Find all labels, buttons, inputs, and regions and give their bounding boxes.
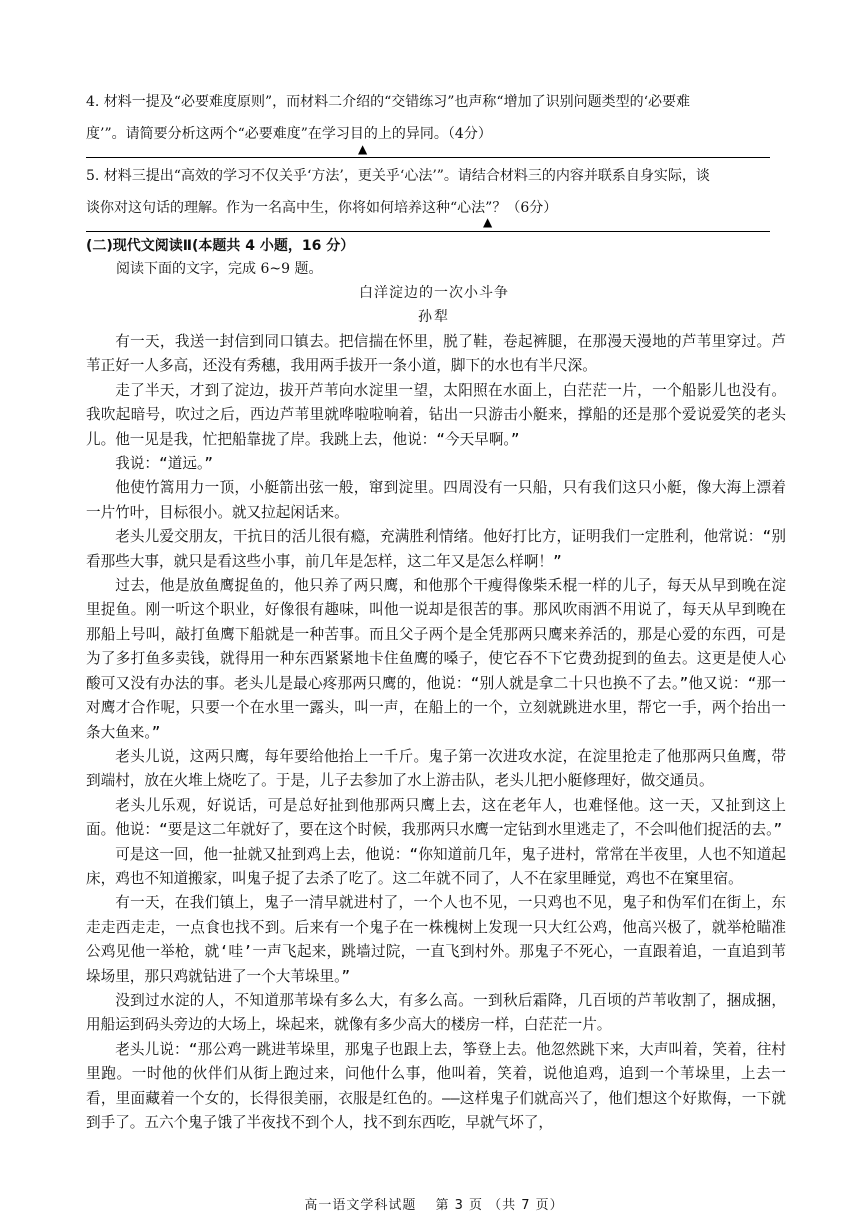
story-paragraph: 没到过水淀的人，不知道那苇垛有多么大，有多么高。一到秋后霜降，几百顷的芦苇收割了，捆成捆，用船运到码头旁边的大场上，垛起来，就像有多少高大的楼房一样，白茫茫一片。 — [86, 991, 786, 1034]
story-paragraph: 有一天，我送一封信到同口镇去。把信揣在怀里，脱了鞋，卷起裤腿，在那漫天漫地的芦苇里穿过。芦苇正好一人多高，还没有秀穗，我用两手拔开一条小道，脚下的水也有半尺深。 — [86, 333, 786, 375]
question-5-line-1: 5. 材料三提出“高效的学习不仅关乎‘方法’，更关乎‘心法’”。请结合材料三的内容并联系自身实际，谈 — [86, 168, 710, 184]
answer-triangle-icon: ▲ — [358, 142, 368, 156]
answer-rule — [86, 157, 770, 158]
page-footer: 高一语文学科试题 第 3 页 （共 7 页） — [304, 1198, 564, 1213]
section-instruction: 阅读下面的文字，完成 6~9 题。 — [116, 261, 323, 277]
story-paragraph: 过去，他是放鱼鹰捉鱼的，他只养了两只鹰，和他那个干瘦得像柴禾棍一样的儿子，每天从早到晚在淀里捉鱼。刚一听这个职业，好像很有趣味，叫他一说却是很苦的事。那风吹雨洒不用说了，每天从早到晚在那船上号叫，敲打鱼鹰下船就是一种苦事。而且父子两个是全凭那两只鹰来养活的，那是心爱的东西，可是为了多打鱼多卖钱，就得用一种东西紧紧地卡住鱼鹰的嗓子，使它吞不下它费劲捉到的鱼去。这更是使人心酸可又没有办法的事。老头儿是最心疼那两只鹰的，他说：“别人就是拿二十只也换不了去。”他又说：“那一对鹰才合作呢，只要一个在水里一露头，叫一声，在船上的一个，立刻就跳进水里，帮它一手，两个抬出一条大鱼来。” — [86, 577, 786, 741]
story-paragraph: 有一天，在我们镇上，鬼子一清早就进村了，一个人也不见，一只鸡也不见，鬼子和伪军们在街上，东走走西走走，一点食也找不到。后来有一个鬼子在一株槐树上发现一只大红公鸡，他高兴极了，就举枪瞄准公鸡见他一举枪，就‘哇’一声飞起来，跳墙过院，一直飞到村外。那鬼子不死心，一直跟着追，一直追到苇垛场里，那只鸡就钻进了一个大苇垛里。” — [86, 894, 786, 985]
answer-rule — [86, 231, 770, 232]
story-title: 白洋淀边的一次小斗争 — [359, 285, 509, 301]
question-4-line-1: 4. 材料一提及“必要难度原则”，而材料二介绍的“交错练习”也声称“增加了识别问题类型的‘必要难 — [86, 94, 691, 110]
story-author: 孙犁 — [418, 309, 450, 325]
story-paragraph: 走了半天，才到了淀边，拔开芦苇向水淀里一望，太阳照在水面上，白茫茫一片，一个船影儿也没有。我吹起暗号，吹过之后，西边芦苇里就哗啦啦响着，钻出一只游击小艇来，撑船的还是那个爱说爱笑的老头儿。他一见是我，忙把船靠拢了岸。我跳上去，他说：“今天早啊。” — [86, 381, 786, 448]
story-paragraph: 老头儿说，这两只鹰，每年要给他抬上一千斤。鬼子第一次进攻水淀，在淀里抢走了他那两只鱼鹰，带到端村，放在火堆上烧吃了。于是，儿子去参加了水上游击队，老头儿把小艇修理好，做交通员。 — [86, 747, 786, 790]
section-heading: (二)现代文阅读Ⅱ(本题共 4 小题，16 分） — [86, 238, 355, 254]
story-paragraph: 老头儿说：“那公鸡一跳进苇垛里，那鬼子也跟上去，筝登上去。他忽然跳下来，大声叫着，笑着，往村里跑。一时他的伙伴们从街上跑过来，问他什么事，他叫着，笑着，说他追鸡，追到一个苇垛里，上去一看，里面藏着一个女的，长得很美丽，衣服是红色的。——这样鬼子们就高兴了，他们想这个好欺侮，一下就到手了。五六个鬼子饿了半夜找不到个人，找不到东西吃，早就气坏了， — [86, 1040, 786, 1131]
story-paragraph: 可是这一回，他一扯就又扯到鸡上去，他说：“你知道前几年，鬼子进村，常常在半夜里，人也不知道起床，鸡也不知道搬家，叫鬼子捉了去杀了吃了。这二年就不同了，人不在家里睡觉，鸡也不在窠里宿。 — [86, 845, 786, 887]
question-5 — [86, 160, 786, 224]
question-5-line-2: 谈你对这句话的理解。作为一名高中生，你将如何培养这种“心法”？（6分） — [86, 200, 558, 216]
answer-triangle-icon: ▲ — [483, 215, 493, 229]
story-paragraph: 老头儿爱交朋友，干抗日的活儿很有瘾，充满胜利情绪。他好打比方，证明我们一定胜利，他常说：“别看那些大事，就只是看这些小事，前几年是怎样，这二年又是怎么样啊！” — [86, 528, 786, 570]
question-4-line-2: 度’”。请简要分析这两个“必要难度”在学习目的上的异同。（4分） — [86, 126, 492, 142]
question-4 — [86, 86, 786, 150]
story-paragraph: 他使竹篙用力一顶，小艇箭出弦一般，窜到淀里。四周没有一只船，只有我们这只小艇，像大海上漂着一片竹叶，目标很小。就又拉起闲话来。 — [86, 479, 786, 521]
story-paragraph: 老头儿乐观，好说话，可是总好扯到他那两只鹰上去，这在老年人，也难怪他。这一天，又扯到这上面。他说：“要是这二年就好了，要在这个时候，我那两只水鹰一定钻到水里逃走了，不会叫他们捉活的去。” — [86, 796, 786, 839]
story-paragraph: 我说：“道远。” — [115, 455, 214, 473]
story-body — [86, 330, 786, 1135]
